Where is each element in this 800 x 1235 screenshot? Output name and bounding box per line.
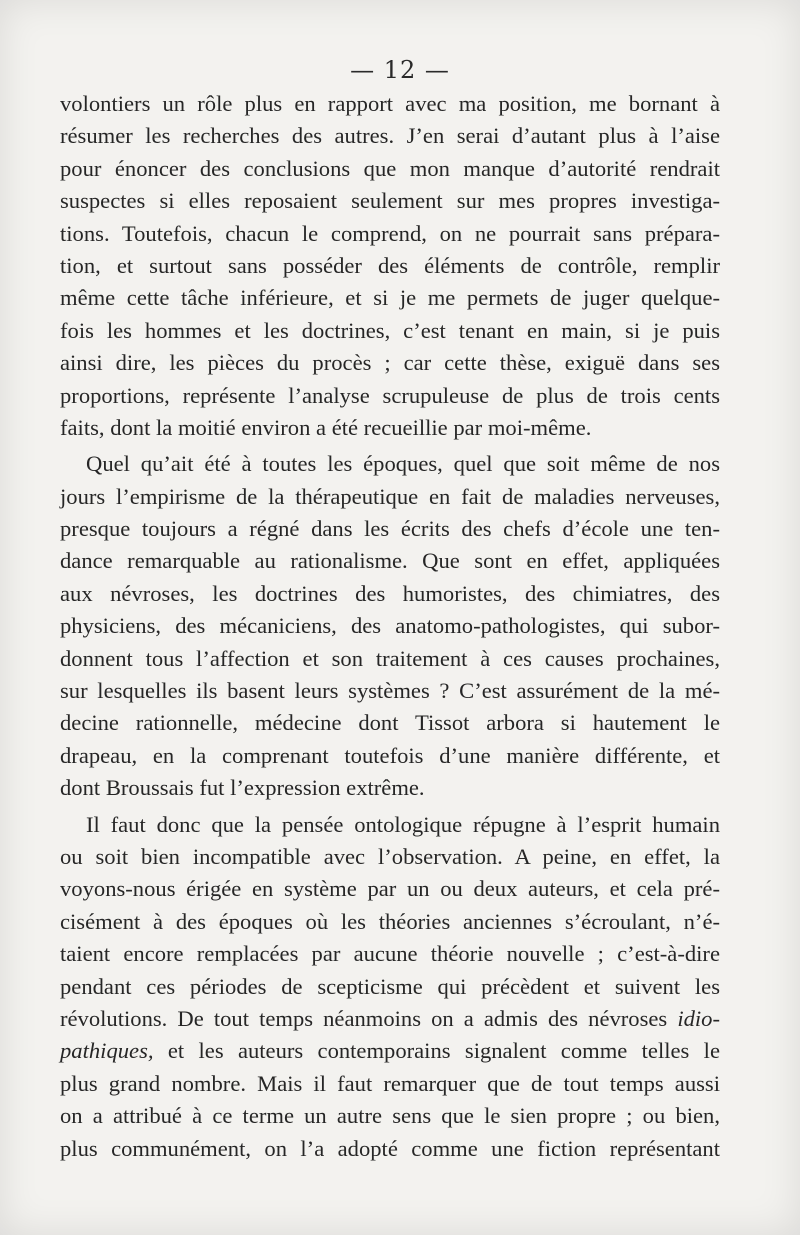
- text-line: Quel qu’ait été à toutes les époques, quel que soit même de nos: [86, 451, 720, 477]
- text-line: proportions, représente l’analyse scrupuleuse de plus de trois cents: [60, 382, 720, 408]
- italic-term: idio-: [677, 1005, 720, 1031]
- text-line: jours l’empirisme de la thérapeutique en fait de maladies nerveuses,: [60, 483, 720, 509]
- text-line: suspectes si elles reposaient seulement sur mes propres investiga-: [60, 188, 720, 214]
- text-line: Il faut donc que la pensée ontologique répugne à l’esprit humain: [86, 811, 720, 837]
- text-line: pour énoncer des conclusions que mon manque d’autorité rendrait: [60, 155, 720, 181]
- text-line: volontiers un rôle plus en rapport avec ma position, me bornant à: [60, 91, 720, 116]
- text-line: [60, 1035, 720, 1067]
- text-line: ou soit bien incompatible avec l’observation. A peine, en effet, la: [60, 843, 720, 869]
- paragraph-2: [60, 448, 720, 804]
- text-line: donnent tous l’affection et son traitement à ces causes prochaines,: [60, 645, 720, 671]
- body-text: [60, 88, 720, 1165]
- text-line: sur lesquelles ils basent leurs systèmes ? C’est assurément de la mé-: [60, 678, 720, 704]
- text-line: physiciens, des mécaniciens, des anatomo-pathologistes, qui subor-: [60, 613, 720, 639]
- paragraph-3: [60, 809, 720, 1165]
- italic-term: pathiques,: [60, 1038, 154, 1064]
- text-line: tions. Toutefois, chacun le comprend, on ne pourrait sans prépara-: [60, 220, 720, 246]
- text-segment: et les auteurs contemporains signalent comme telles le: [167, 1038, 720, 1064]
- text-line: on a attribué à ce terme un autre sens que le sien propre ; ou bien,: [60, 1103, 720, 1129]
- text-line: drapeau, en la comprenant toutefois d’une manière différente, et: [60, 742, 720, 768]
- text-line: presque toujours a régné dans les écrits des chefs d’école une ten-: [60, 516, 720, 542]
- text-line: plus communément, on l’a adopté comme une fiction représentant: [60, 1135, 720, 1161]
- text-line: decine rationnelle, médecine dont Tissot arbora si hautement le: [60, 710, 720, 736]
- text-line: faits, dont la moitié environ a été recueillie par moi-même.: [60, 414, 592, 440]
- text-line: tion, et surtout sans posséder des éléments de contrôle, remplir: [60, 252, 720, 278]
- text-line: fois les hommes et les doctrines, c’est tenant en main, si je puis: [60, 317, 720, 343]
- text-line: ainsi dire, les pièces du procès ; car cette thèse, exiguë dans ses: [60, 350, 720, 376]
- text-line: cisément à des époques où les théories anciennes s’écroulant, n’é-: [60, 908, 720, 934]
- paragraph-1: [60, 88, 720, 444]
- text-line: résumer les recherches des autres. J’en serai d’autant plus à l’aise: [60, 123, 720, 149]
- text-line: aux névroses, les doctrines des humoristes, des chimiatres, des: [60, 580, 720, 606]
- text-line: plus grand nombre. Mais il faut remarquer que de tout temps aussi: [60, 1070, 720, 1096]
- text-line: dont Broussais fut l’expression extrême.: [60, 775, 425, 801]
- text-line: pendant ces périodes de scepticisme qui précèdent et suivent les: [60, 973, 720, 999]
- text-segment: révolutions. De tout temps néanmoins on a admis des névroses: [60, 1005, 668, 1031]
- text-line: taient encore remplacées par aucune théorie nouvelle ; c’est-à-dire: [60, 941, 720, 967]
- text-line: dance remarquable au rationalisme. Que sont en effet, appliquées: [60, 548, 720, 574]
- page-number: — 12 —: [350, 56, 450, 84]
- text-line: voyons-nous érigée en système par un ou deux auteurs, et cela pré-: [60, 876, 720, 902]
- text-line: même cette tâche inférieure, et si je me permets de juger quelque-: [60, 285, 720, 311]
- text-line: [60, 1003, 720, 1035]
